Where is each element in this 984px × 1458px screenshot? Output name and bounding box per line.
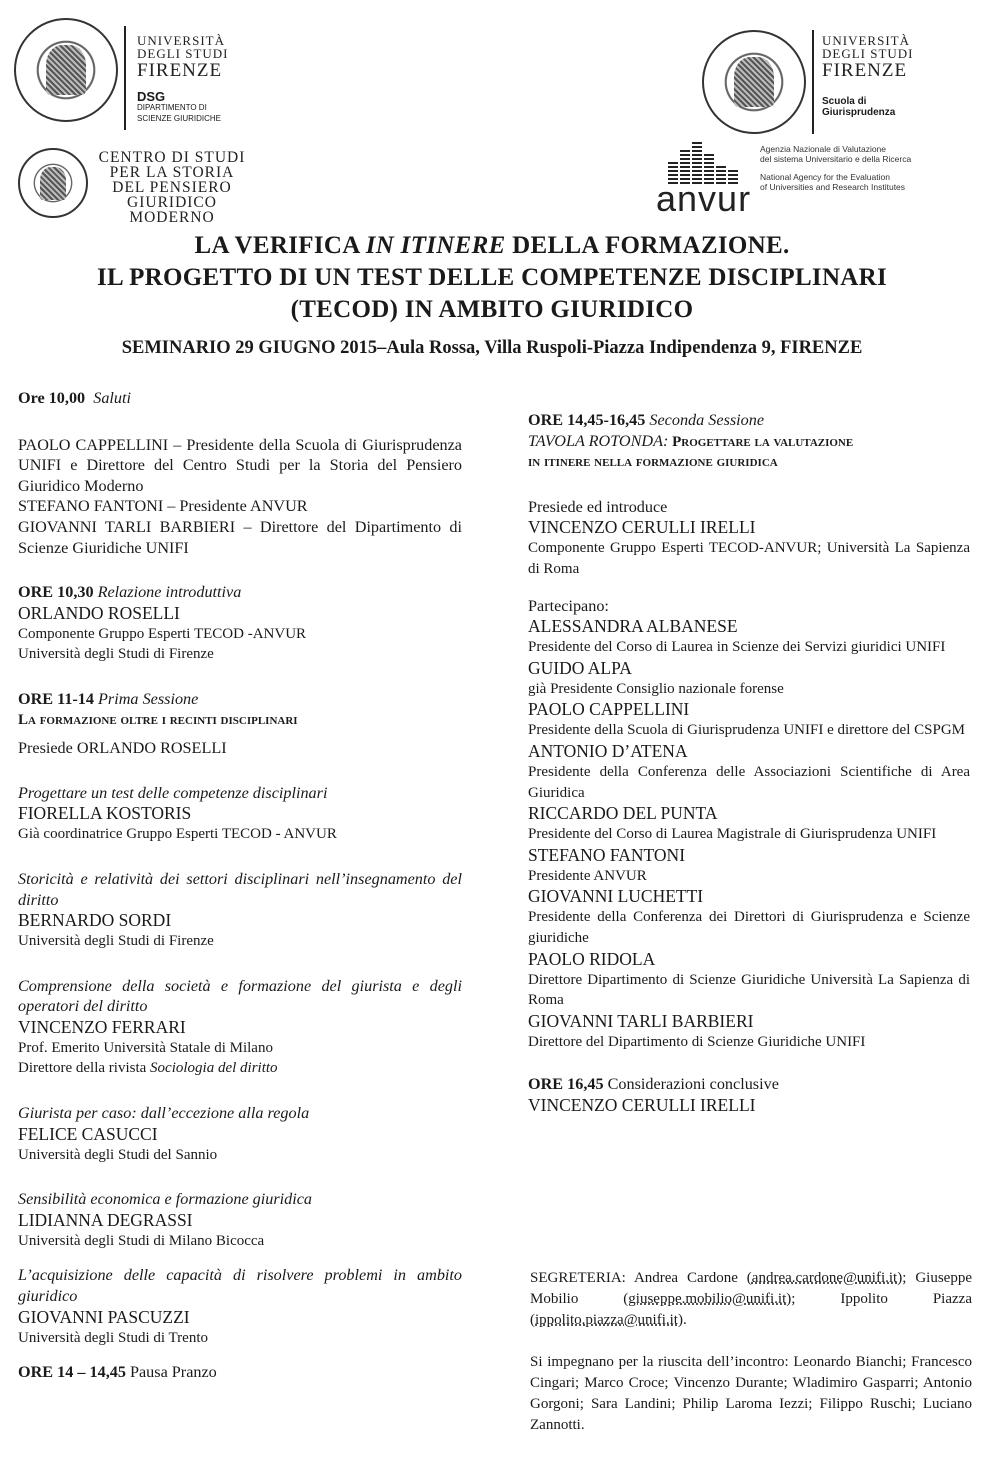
anvur-logo-word: anvur — [656, 178, 752, 219]
first-session-theme: La formazione oltre i recinti disciplinari — [18, 711, 298, 728]
centro-studi-seal — [18, 148, 88, 218]
welcome-speaker-2: STEFANO FANTONI – Presidente ANVUR — [18, 497, 308, 516]
participant: ANTONIO D’ATENA Presidente della Conferenza delle Associazioni Scientifiche di Area Giuridica — [528, 740, 970, 801]
dsg-logo-text: DSG DIPARTIMENTO DI SCIENZE GIURIDICHE — [137, 89, 222, 123]
logo-divider-left — [124, 26, 126, 130]
talk-title: L’acquisizione delle capacità di risolvere problemi in ambito giuridico — [18, 1266, 462, 1306]
talk-speaker: LIDIANNA DEGRASSI — [18, 1209, 193, 1230]
talk-affiliation: Prof. Emerito Università Statale di Milano — [18, 1039, 273, 1056]
participant: GUIDO ALPA già Presidente Consiglio nazionale forense — [528, 657, 784, 697]
talk-speaker: BERNARDO SORDI — [18, 910, 172, 931]
lunch-slot: ORE 14 – 14,45 Pausa Pranzo — [18, 1363, 217, 1382]
email-link-piazza[interactable]: ippolito.piazza@unifi.it — [535, 1312, 678, 1328]
participant: PAOLO RIDOLA Direttore Dipartimento di Scienze Giuridiche Università La Sapienza di Roma — [528, 948, 970, 1009]
chair-affiliation: Componente Gruppo Esperti TECOD-ANVUR; Università La Sapienza di Roma — [528, 540, 970, 577]
participant: ALESSANDRA ALBANESE Presidente del Corso di Laurea in Scienze dei Servizi giuridici UNIFI — [528, 616, 946, 656]
seminar-info: SEMINARIO 29 GIUGNO 2015–Aula Rossa, Villa Ruspoli-Piazza Indipendenza 9, FIRENZE — [121, 338, 863, 358]
round-table-title: TAVOLA ROTONDA: Progettare la valutazione — [528, 431, 854, 450]
talk-speaker: VINCENZO FERRARI — [18, 1016, 186, 1037]
intro-speaker-aff: Università degli Studi di Firenze — [18, 646, 214, 663]
centro-studi-logo-text: CENTRO DI STUDI PER LA STORIA DEL PENSIERO GIURIDICO MODERNO — [98, 149, 246, 226]
talk-speaker: FIORELLA KOSTORIS — [18, 803, 192, 824]
scuola-logo-text: Scuola di Giurisprudenza — [822, 96, 896, 118]
talk-title: Sensibilità economica e formazione giuridica — [18, 1190, 313, 1209]
talk-speaker: FELICE CASUCCI — [18, 1123, 158, 1144]
talk-speaker: GIOVANNI PASCUZZI — [18, 1306, 190, 1327]
second-session-slot: ORE 14,45-16,45 Seconda Sessione — [528, 411, 765, 429]
closing-speaker: VINCENZO CERULLI IRELLI — [528, 1094, 756, 1115]
welcome-slot: Ore 10,00 Saluti — [18, 389, 132, 407]
intro-speaker-name: ORLANDO ROSELLI — [18, 602, 180, 623]
round-table-theme: in itinere nella formazione giuridica — [528, 454, 778, 471]
participant: RICCARDO DEL PUNTA Presidente del Corso di Laurea Magistrale di Giurisprudenza UNIFI — [528, 803, 937, 843]
page-title: LA VERIFICA IN ITINERE DELLA FORMAZIONE. IL PROGETTO DI UN TEST DELLE COMPETENZE DISCIPLINARI (TECOD) IN AMBITO GIURIDICO — [96, 232, 888, 323]
first-session-slot: ORE 11-14 Prima Sessione — [18, 689, 199, 708]
participant: GIOVANNI TARLI BARBIERI Direttore del Dipartimento di Scienze Giuridiche UNIFI — [528, 1010, 866, 1050]
anvur-logo-text: Agenzia Nazionale di Valutazione del sistema Universitario e della Ricerca National Agency for the Evaluation of Universities and Research Institutes — [760, 144, 912, 192]
right-column — [528, 410, 970, 1116]
chair-name: VINCENZO CERULLI IRELLI — [528, 517, 756, 538]
organizers-note: Si impegnano per la riuscita dell’incontro: Leonardo Bianchi; Francesco Cingari; Marco Croce; Vincenzo Durante; Wladimiro Gasparri; Antonio Gorgoni; Sara Landini; Philip Laroma Iezzi; Filippo Ruschi; Luciano Zannotti. — [530, 1354, 972, 1433]
talk-title: Comprensione della società e formazione del giurista e degli operatori del diritto — [18, 976, 462, 1016]
welcome-speaker-1: PAOLO CAPPELLINI – Presidente della Scuola di Giurisprudenza UNIFI e Direttore del Centro Studi per la Storia del Pensiero Giuridico Moderno — [18, 435, 462, 495]
talk-affiliation: Università degli Studi di Firenze — [18, 933, 214, 950]
left-column — [18, 388, 462, 1383]
unifi-logo-left-text: UNIVERSITÀ DEGLI STUDI FIRENZE — [137, 33, 229, 81]
welcome-speaker-3: GIOVANNI TARLI BARBIERI – Direttore del Dipartimento di Scienze Giuridiche UNIFI — [18, 517, 462, 557]
talk-title: Giurista per caso: dall’eccezione alla regola — [18, 1104, 310, 1123]
email-link-cardone[interactable]: andrea.cardone@unifi.it — [751, 1270, 898, 1286]
unifi-seal-left — [14, 18, 118, 122]
talk-affiliation: Università degli Studi del Sannio — [18, 1146, 218, 1163]
intro-slot: ORE 10,30 Relazione introduttiva — [18, 583, 242, 602]
talk-affiliation: Direttore della rivista Sociologia del diritto — [18, 1060, 278, 1077]
talk-title: Storicità e relatività dei settori disciplinari nell’insegnamento del diritto — [18, 869, 462, 909]
talk-affiliation: Già coordinatrice Gruppo Esperti TECOD - ANVUR — [18, 826, 337, 843]
talk-affiliation: Università degli Studi di Milano Bicocca — [18, 1232, 265, 1249]
participant: PAOLO CAPPELLINI Presidente della Scuola di Giurisprudenza UNIFI e direttore del CSPGM — [528, 699, 965, 739]
unifi-logo-right-text: UNIVERSITÀ DEGLI STUDI FIRENZE — [822, 33, 914, 81]
closing-slot: ORE 16,45 Considerazioni conclusive — [528, 1075, 779, 1094]
logo-divider-right — [812, 30, 814, 134]
intro-speaker-role: Componente Gruppo Esperti TECOD -ANVUR — [18, 625, 307, 642]
secretariat-note: SEGRETERIA: Andrea Cardone (andrea.cardone@unifi.it); Giuseppe Mobilio (giuseppe.mobilio@unifi.it); Ippolito Piazza (ippolito.piazza@unifi.it). — [530, 1270, 972, 1328]
chair-label: Presiede ed introduce — [528, 497, 668, 516]
participants-label: Partecipano: — [528, 596, 609, 615]
participant: GIOVANNI LUCHETTI Presidente della Conferenza dei Direttori di Giurisprudenza e Scienze giuridiche — [528, 886, 970, 946]
participants-list — [528, 616, 970, 1052]
talk-title: Progettare un test delle competenze disciplinari — [18, 783, 328, 802]
participant: STEFANO FANTONI Presidente ANVUR — [528, 844, 686, 884]
email-link-mobilio[interactable]: giuseppe.mobilio@unifi.it — [628, 1291, 787, 1307]
first-session-chair: Presiede ORLANDO ROSELLI — [18, 739, 227, 758]
talk-affiliation: Università degli Studi di Trento — [18, 1329, 209, 1346]
unifi-seal-right — [702, 30, 806, 134]
